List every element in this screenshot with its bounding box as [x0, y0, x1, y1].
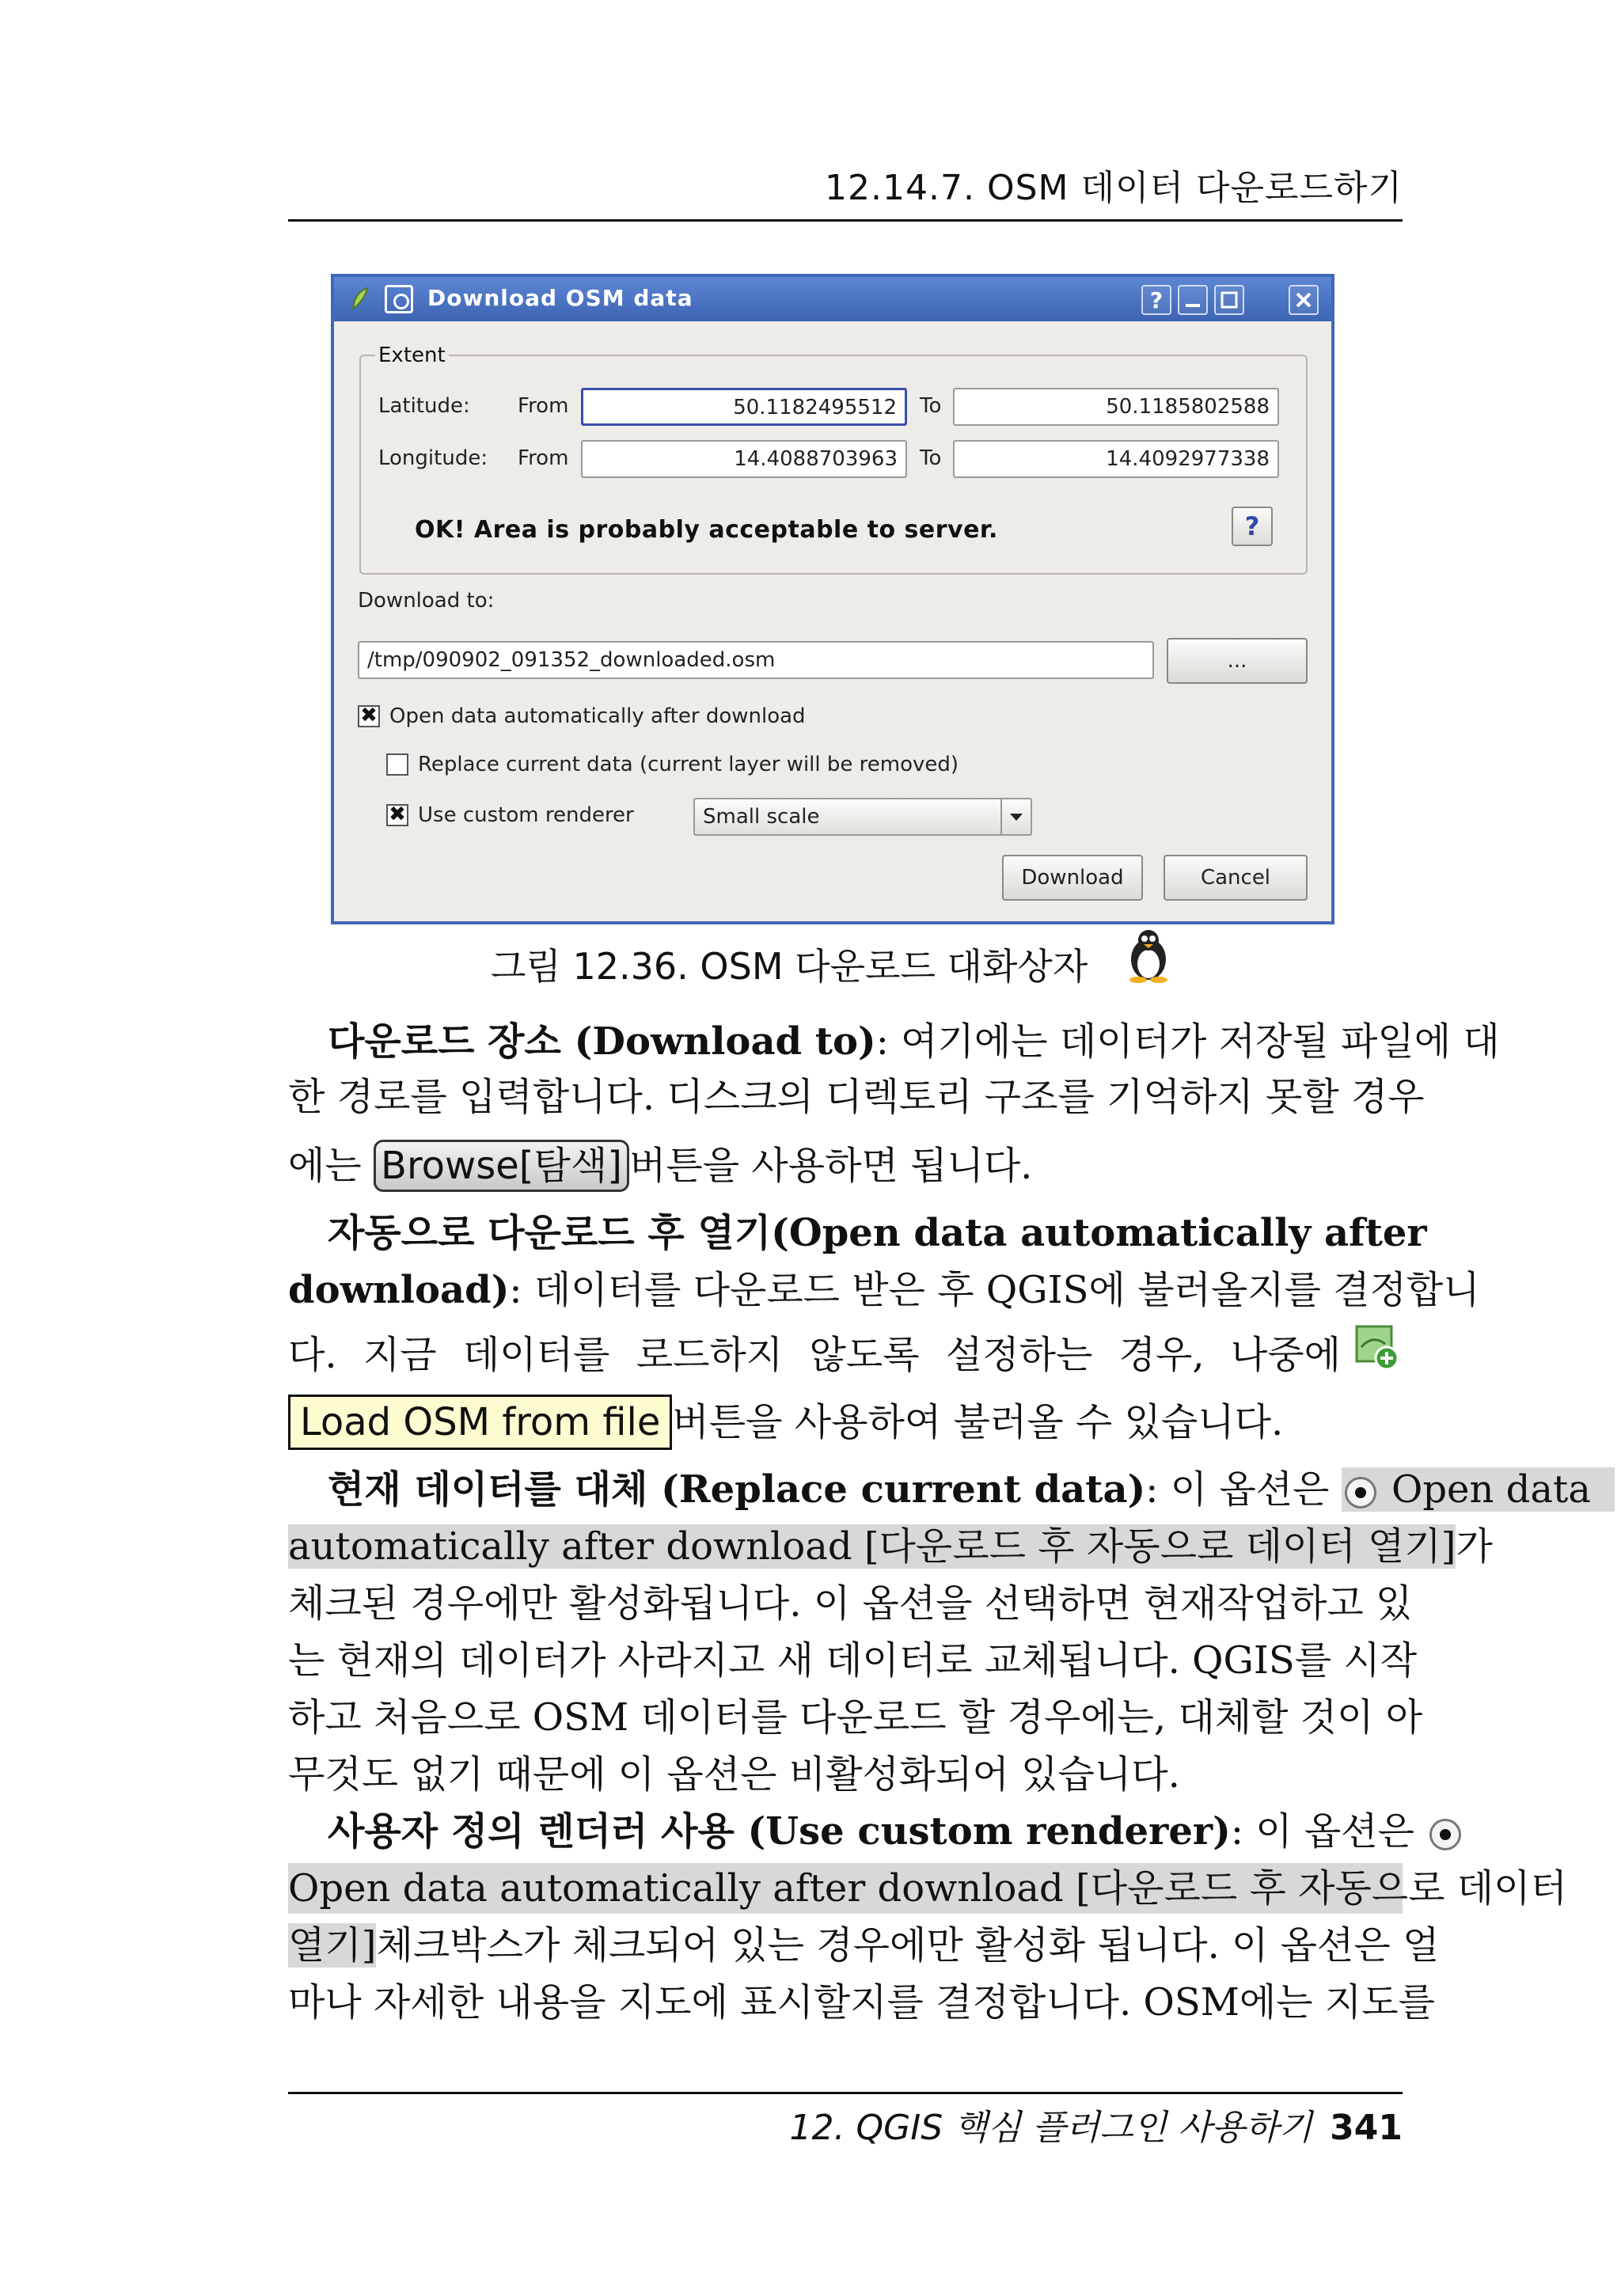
latitude-to-label: To: [920, 394, 942, 418]
area-status-message: OK! Area is probably acceptable to server.: [415, 516, 998, 544]
extent-label: Extent: [375, 343, 449, 367]
body-text: : 데이터를 다운로드 받은 후 QGIS에 불러올지를 결정합니: [509, 1268, 1480, 1312]
body-text: 에는: [288, 1144, 362, 1188]
dialog-titlebar[interactable]: [334, 277, 1331, 321]
browse-button-image: Browse[탐색]: [374, 1140, 629, 1192]
body-line: 는 현재의 데이터가 사라지고 새 데이터로 교체됩니다. QGIS를 시작: [288, 1638, 1418, 1683]
body-line: 마나 자세한 내용을 지도에 표시할지를 결정합니다. OSM에는 지도를: [288, 1980, 1436, 2025]
term-download-to: 다운로드 장소 (Download to): [328, 1019, 876, 1064]
maximize-button[interactable]: [1214, 285, 1244, 315]
body-line: [288, 1521, 1493, 1572]
linux-tux-icon: [1124, 926, 1173, 983]
latitude-from-label: From: [518, 394, 569, 418]
help-button[interactable]: [1141, 285, 1171, 315]
body-line: [288, 1140, 1403, 1192]
latitude-label: Latitude:: [378, 394, 470, 418]
download-osm-dialog: [331, 274, 1334, 924]
body-line: 체크된 경우에만 활성화됩니다. 이 옵션을 선택하면 현재작업하고 있: [288, 1581, 1413, 1626]
page-footer: [790, 2099, 1403, 2150]
body-line: 다. 지금 데이터를 로드하지 않도록 설정하는 경우, 나중에: [288, 1333, 1341, 1377]
window-menu-icon[interactable]: [385, 285, 413, 313]
open-auto-checkbox[interactable]: ✖: [358, 705, 380, 727]
chapter-title: 12. QGIS 핵심 플러그인 사용하기: [789, 2108, 1313, 2148]
body-text: 가: [1456, 1524, 1493, 1569]
cancel-button[interactable]: Cancel: [1164, 855, 1308, 901]
body-text: : 이 옵션은: [1230, 1809, 1415, 1854]
qgis-logo-icon: [347, 285, 375, 313]
chevron-down-icon: [1000, 799, 1031, 834]
longitude-from-label: From: [518, 446, 569, 470]
body-line: 하고 처음으로 OSM 데이터를 다운로드 할 경우에는, 대체할 것이 아: [288, 1695, 1423, 1740]
page-header: [288, 154, 1403, 222]
renderer-select[interactable]: [693, 798, 1032, 836]
download-to-label: Download to:: [358, 589, 495, 613]
longitude-to-label: To: [920, 446, 942, 470]
body-line: 무것도 없기 때문에 이 옵션은 비활성화되어 있습니다.: [288, 1752, 1180, 1797]
term-open-auto-2: download): [288, 1268, 510, 1312]
longitude-from-input[interactable]: 14.4088703963: [581, 440, 907, 478]
figure-caption: 그림 12.36. OSM 다운로드 대화상자: [491, 945, 1088, 988]
question-icon: ?: [1244, 511, 1260, 541]
body-line: [288, 1265, 1480, 1315]
close-icon: [1290, 287, 1317, 313]
replace-data-checkbox[interactable]: [386, 753, 408, 776]
help-icon: ?: [1149, 287, 1164, 313]
longitude-label: Longitude:: [378, 446, 488, 470]
option-reference-text: Open data: [1391, 1467, 1591, 1512]
minimize-button[interactable]: [1178, 285, 1208, 315]
page-number: 341: [1330, 2108, 1403, 2148]
body-text: : 여기에는 데이터가 저장될 파일에 대: [875, 1019, 1500, 1064]
latitude-to-input[interactable]: 50.1185802588: [953, 388, 1279, 426]
body-text: 버튼을 사용하면 됩니다.: [628, 1144, 1033, 1188]
radio-selected-icon: [1345, 1477, 1376, 1509]
option-reference-text: 열기]: [288, 1923, 377, 1968]
replace-data-label: Replace current data (current layer will be removed): [418, 753, 959, 776]
body-text: 체크박스가 체크되어 있는 경우에만 활성화 됩니다. 이 옵션은 얼: [376, 1923, 1440, 1968]
open-auto-label: Open data automatically after download: [389, 704, 806, 728]
radio-selected-icon: [1429, 1819, 1461, 1850]
longitude-to-input[interactable]: 14.4092977338: [953, 440, 1279, 478]
term-open-auto: 자동으로 다운로드 후 열기(Open data automatically after: [328, 1211, 1427, 1255]
body-line: 한 경로를 입력합니다. 디스크의 디렉토리 구조를 기억하지 못할 경우: [288, 1075, 1425, 1119]
close-button[interactable]: [1289, 285, 1319, 315]
body-line: [288, 1920, 1440, 1971]
body-text: : 이 옵션은: [1145, 1467, 1330, 1512]
area-help-button[interactable]: [1232, 507, 1273, 546]
dialog-title: Download OSM data: [427, 285, 693, 311]
body-line: [288, 1016, 1500, 1067]
body-line: [288, 1395, 1403, 1450]
section-title: 12.14.7. OSM 데이터 다운로드하기: [825, 168, 1403, 208]
minimize-icon: [1179, 287, 1206, 313]
option-reference: [1342, 1467, 1615, 1512]
renderer-select-value: Small scale: [703, 805, 820, 829]
option-reference-text: Open data automatically after download [다운로드 후 자동으로 데이터: [288, 1863, 1403, 1914]
add-osm-layer-icon: [1353, 1323, 1401, 1371]
latitude-from-input[interactable]: 50.1182495512: [581, 388, 907, 426]
term-replace-data: 현재 데이터를 대체 (Replace current data): [328, 1467, 1146, 1512]
maximize-icon: [1216, 287, 1243, 313]
footer-rule: [288, 2092, 1403, 2094]
body-text: 버튼을 사용하여 불러올 수 있습니다.: [672, 1400, 1284, 1444]
option-reference-text: automatically after download [다운로드 후 자동으로 데이터 열기]: [288, 1524, 1456, 1569]
term-custom-renderer: 사용자 정의 렌더러 사용 (Use custom renderer): [328, 1809, 1231, 1854]
browse-button[interactable]: ...: [1167, 638, 1308, 684]
download-button[interactable]: Download: [1002, 855, 1143, 901]
custom-renderer-label: Use custom renderer: [418, 803, 634, 827]
download-path-input[interactable]: /tmp/090902_091352_downloaded.osm: [358, 641, 1154, 679]
load-osm-button-image: Load OSM from file: [288, 1395, 672, 1450]
body-line: [288, 1464, 1591, 1515]
custom-renderer-checkbox[interactable]: ✖: [386, 804, 408, 826]
body-line: [288, 1806, 1415, 1857]
